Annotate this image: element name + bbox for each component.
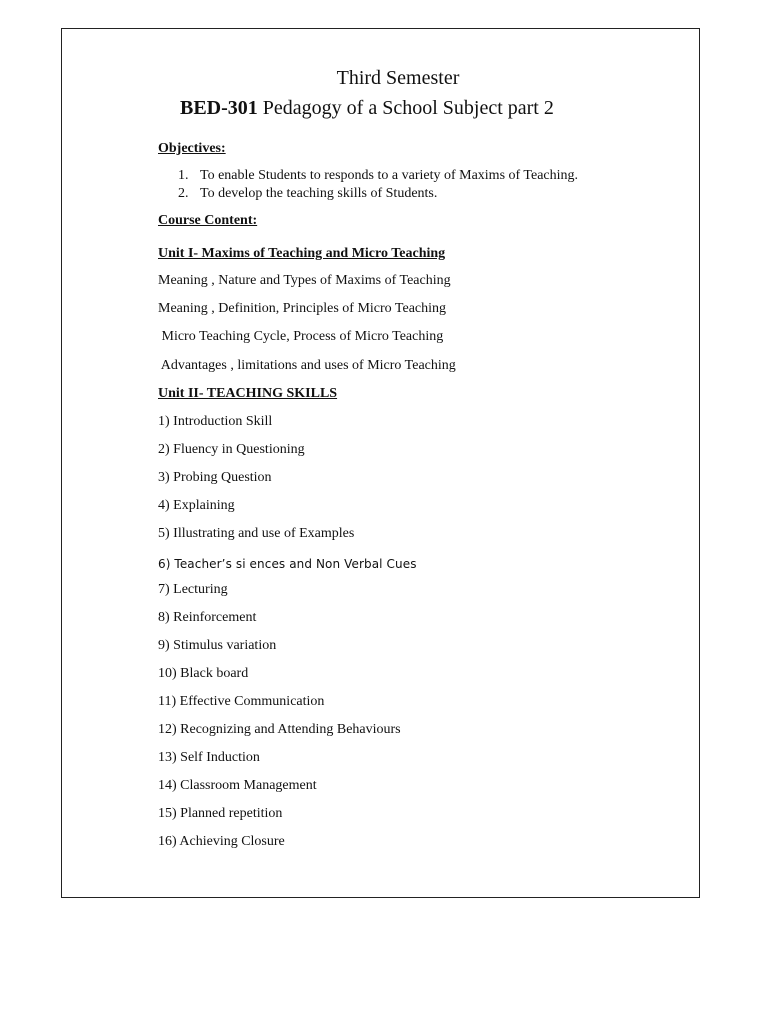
course-name: Pedagogy of a School Subject part 2: [257, 97, 554, 119]
skill-item: 2) Fluency in Questioning: [158, 442, 305, 457]
skill-item: 3) Probing Question: [158, 470, 272, 485]
skill-item: 15) Planned repetition: [158, 806, 283, 821]
objective-item: 1. To enable Students to responds to a variety of Maxims of Teaching.: [178, 168, 579, 183]
skill-item: 12) Recognizing and Attending Behaviours: [158, 722, 401, 737]
unit1-heading: Unit I- Maxims of Teaching and Micro Teaching: [158, 246, 446, 261]
skill-item: 9) Stimulus variation: [158, 638, 277, 653]
skill-item: 11) Effective Communication: [158, 694, 325, 709]
unit1-line: Meaning , Nature and Types of Maxims of Teaching: [158, 273, 451, 288]
unit1-line: Advantages , limitations and uses of Micro Teaching: [158, 358, 456, 373]
course-content-heading: Course Content:: [158, 213, 258, 228]
skill-item: 1) Introduction Skill: [158, 414, 273, 429]
skill-item: 8) Reinforcement: [158, 610, 257, 625]
skill-item: 5) Illustrating and use of Examples: [158, 526, 355, 541]
objectives-heading: Objectives:: [158, 141, 226, 156]
skill-item: 6) Teacher’s si ences and Non Verbal Cues: [158, 557, 417, 571]
unit1-line: Micro Teaching Cycle, Process of Micro Teaching: [158, 329, 444, 344]
skill-item: 13) Self Induction: [158, 750, 260, 765]
skill-item: 7) Lecturing: [158, 582, 228, 597]
page-border: [61, 28, 700, 898]
skill-item: 4) Explaining: [158, 498, 235, 513]
course-code: BED-301: [180, 97, 258, 119]
objective-item: 2. To develop the teaching skills of Students.: [178, 186, 438, 201]
semester-title: Third Semester: [336, 67, 460, 89]
unit1-line: Meaning , Definition, Principles of Micro Teaching: [158, 301, 447, 316]
unit2-heading: Unit II- TEACHING SKILLS: [158, 386, 338, 401]
skill-item: 14) Classroom Management: [158, 778, 317, 793]
skill-item: 16) Achieving Closure: [158, 834, 285, 849]
objectives-list: [178, 167, 578, 203]
skill-item: 10) Black board: [158, 666, 249, 681]
course-title: [180, 95, 554, 121]
